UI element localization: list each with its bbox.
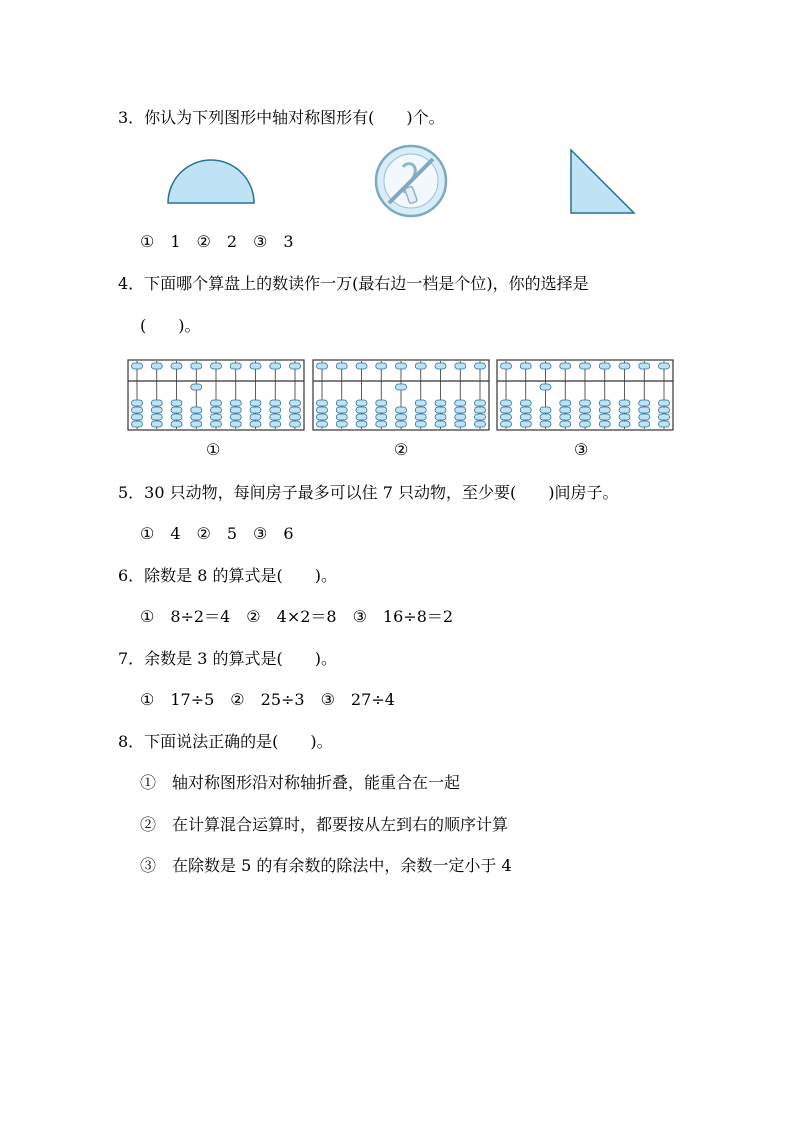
- abacus-bead-upper: [639, 363, 650, 369]
- abacus-bead-lower: [270, 407, 281, 413]
- abacus-bead-lower: [435, 421, 446, 427]
- abacus-bead-lower: [599, 400, 610, 406]
- abacus-bead-lower: [132, 400, 143, 406]
- abacus-bead-lower: [580, 407, 591, 413]
- abacus-bead-upper: [290, 363, 301, 369]
- abacus-bead-lower: [580, 400, 591, 406]
- abacus-bead-lower: [639, 421, 650, 427]
- abacus-bead-lower: [250, 421, 261, 427]
- abacus-bead-upper: [475, 363, 486, 369]
- abacus-bead-lower: [659, 400, 670, 406]
- abacus-bead-lower: [132, 414, 143, 420]
- abacus-bead-lower: [211, 400, 222, 406]
- abacus-bead-upper: [211, 363, 222, 369]
- abacus-bead-lower: [132, 421, 143, 427]
- abacus-bead-lower: [336, 421, 347, 427]
- abacus-bead-lower: [376, 421, 387, 427]
- abacus-bead-upper: [396, 363, 407, 369]
- abacus-bead-lower: [356, 414, 367, 420]
- abacus-bead-lower: [520, 421, 531, 427]
- abacus-bead-upper: [132, 363, 143, 369]
- no-writing-sign-icon: [373, 143, 449, 219]
- abacus-bead-lower: [599, 421, 610, 427]
- abacus-bead-lower: [230, 421, 241, 427]
- abacus-bead-lower: [619, 400, 630, 406]
- abacus-bead-lower: [250, 407, 261, 413]
- q8-stem: 8．下面说法正确的是( )。: [118, 732, 333, 751]
- q6-stem: 6．除数是 8 的算式是( )。: [118, 566, 338, 585]
- abacus-bead-upper: [250, 363, 261, 369]
- abacus-bead-lower: [270, 421, 281, 427]
- abacus-bead-lower: [639, 414, 650, 420]
- abacus-bead-lower: [317, 400, 328, 406]
- abacus-bead-lower: [356, 407, 367, 413]
- abacus-bead-upper: [336, 363, 347, 369]
- abacus-bead-lower: [455, 421, 466, 427]
- abacus-bead-lower: [501, 421, 512, 427]
- abacus-bead-lower: [435, 414, 446, 420]
- abacus-bead-lower: [475, 400, 486, 406]
- semicircle-shape: [165, 158, 257, 206]
- abacus-bead-lower: [560, 407, 571, 413]
- abacus-bead-lower: [376, 414, 387, 420]
- abacus-bead-lower: [455, 407, 466, 413]
- abacus-bead-lower: [560, 414, 571, 420]
- abacus-bead-lower: [171, 407, 182, 413]
- abacus-bead-lower: [619, 421, 630, 427]
- abacus-bead-upper: [619, 363, 630, 369]
- abacus-bead-lower: [659, 414, 670, 420]
- abacus-bead-lower: [520, 414, 531, 420]
- abacus-bead-upper: [501, 363, 512, 369]
- abacus-bead-lower: [435, 407, 446, 413]
- abacus-bead-lower: [415, 407, 426, 413]
- abacus-bead-lower: [396, 414, 407, 420]
- abacus-bead-lower: [560, 400, 571, 406]
- abacus-bead-upper: [171, 363, 182, 369]
- abacus-bead-upper: [560, 363, 571, 369]
- abacus-bead-lower: [501, 407, 512, 413]
- abacus-label-2: ②: [394, 440, 409, 459]
- q8-option-2: ② 在计算混合运算时，都要按从左到右的顺序计算: [140, 815, 509, 834]
- q4-stem: 4．下面哪个算盘上的数读作一万(最右边一档是个位)，你的选择是: [118, 274, 589, 293]
- abacus-bead-upper: [376, 363, 387, 369]
- abacus-bead-lower: [151, 400, 162, 406]
- abacus-bead-lower: [151, 421, 162, 427]
- abacus-bead-lower: [415, 414, 426, 420]
- abacus-bead-lower: [250, 400, 261, 406]
- abacus-bead-lower: [191, 407, 202, 413]
- abacus-bead-lower: [580, 414, 591, 420]
- abacus-bead-lower: [475, 421, 486, 427]
- abacus-bead-lower: [191, 414, 202, 420]
- abacus-bead-upper: [435, 363, 446, 369]
- abacus-bead-lower: [230, 407, 241, 413]
- abacus-bead-lower: [290, 414, 301, 420]
- abacus-bead-lower: [171, 421, 182, 427]
- abacus-bead-lower: [659, 407, 670, 413]
- abacus-bead-lower: [659, 421, 670, 427]
- abacus-bead-lower: [317, 421, 328, 427]
- abacus-bead-lower: [270, 414, 281, 420]
- abacus-bead-upper: [540, 363, 551, 369]
- abacus-bead-lower: [475, 414, 486, 420]
- q8-option-3: ③ 在除数是 5 的有余数的除法中，余数一定小于 4: [140, 856, 512, 875]
- abacus-bead-upper: [520, 363, 531, 369]
- abacus-bead-lower: [171, 414, 182, 420]
- abacus-bead-upper: [270, 363, 281, 369]
- abacus-bead-lower: [171, 400, 182, 406]
- abacus-bead-lower: [356, 400, 367, 406]
- abacus-bead-lower: [211, 407, 222, 413]
- abacus-bead-lower: [396, 421, 407, 427]
- abacus-bead-lower: [336, 407, 347, 413]
- q7-stem: 7．余数是 3 的算式是( )。: [118, 649, 338, 668]
- abacus-bead-upper: [317, 363, 328, 369]
- abacus-bead-lower: [639, 407, 650, 413]
- abacus-label-3: ③: [574, 440, 589, 459]
- abacus-bead-upper: [230, 363, 241, 369]
- abacus-bead-lower: [540, 421, 551, 427]
- abacus-bead-lower: [336, 400, 347, 406]
- abacus-bead-upper: [659, 363, 670, 369]
- abacus-bead-lower: [356, 421, 367, 427]
- q5-stem: 5．30 只动物，每间房子最多可以住 7 只动物，至少要( )间房子。: [118, 483, 619, 502]
- abacus-bead-lower: [540, 414, 551, 420]
- abacus-bead-lower: [639, 400, 650, 406]
- q6-options: ① 8÷2＝4 ② 4×2＝8 ③ 16÷8＝2: [140, 607, 454, 626]
- abacus-bead-lower: [540, 384, 551, 390]
- abacus-bead-lower: [501, 414, 512, 420]
- abacus-bead-lower: [290, 421, 301, 427]
- abacus-bead-lower: [211, 421, 222, 427]
- abacus-bead-upper: [356, 363, 367, 369]
- abacus-bead-upper: [191, 363, 202, 369]
- abacus-bead-lower: [520, 407, 531, 413]
- abacus-bead-lower: [211, 414, 222, 420]
- abacus-bead-lower: [151, 407, 162, 413]
- abacus-bead-lower: [191, 421, 202, 427]
- abacus-bead-lower: [619, 407, 630, 413]
- abacus-bead-lower: [619, 414, 630, 420]
- q3-options: ① 1 ② 2 ③ 3: [140, 232, 294, 251]
- q4-stem-cont: ( )。: [140, 316, 201, 335]
- q5-options: ① 4 ② 5 ③ 6: [140, 524, 294, 543]
- abacus-bead-lower: [396, 384, 407, 390]
- abacus-bead-upper: [455, 363, 466, 369]
- abacus-bead-lower: [376, 400, 387, 406]
- q3-stem: 3．你认为下列图形中轴对称图形有( )个。: [118, 108, 445, 127]
- abacus-bead-lower: [317, 414, 328, 420]
- abacus-bead-lower: [415, 400, 426, 406]
- abacus-bead-lower: [151, 414, 162, 420]
- abacus-bead-lower: [270, 400, 281, 406]
- abacus-bead-lower: [336, 414, 347, 420]
- abacus-bead-lower: [317, 407, 328, 413]
- abacus-bead-lower: [230, 414, 241, 420]
- abacus-bead-upper: [151, 363, 162, 369]
- abacus-bead-lower: [580, 421, 591, 427]
- q8-option-1: ① 轴对称图形沿对称轴折叠，能重合在一起: [140, 773, 461, 792]
- abacus-bead-lower: [520, 400, 531, 406]
- abacus-bead-upper: [599, 363, 610, 369]
- abacus-1: [127, 359, 305, 431]
- abacus-bead-lower: [132, 407, 143, 413]
- abacus-bead-lower: [599, 407, 610, 413]
- abacus-bead-lower: [230, 400, 241, 406]
- abacus-bead-lower: [501, 400, 512, 406]
- abacus-bead-lower: [455, 400, 466, 406]
- abacus-label-1: ①: [206, 440, 221, 459]
- abacus-bead-upper: [415, 363, 426, 369]
- right-triangle-shape: [568, 148, 638, 216]
- abacus-bead-lower: [560, 421, 571, 427]
- abacus-3: [496, 359, 674, 431]
- abacus-bead-lower: [250, 414, 261, 420]
- abacus-bead-lower: [435, 400, 446, 406]
- abacus-bead-lower: [290, 407, 301, 413]
- abacus-bead-lower: [415, 421, 426, 427]
- abacus-2: [312, 359, 490, 431]
- abacus-bead-lower: [475, 407, 486, 413]
- abacus-bead-lower: [376, 407, 387, 413]
- abacus-bead-lower: [191, 384, 202, 390]
- abacus-bead-lower: [455, 414, 466, 420]
- abacus-bead-lower: [540, 407, 551, 413]
- abacus-bead-lower: [396, 407, 407, 413]
- q7-options: ① 17÷5 ② 25÷3 ③ 27÷4: [140, 690, 395, 709]
- abacus-bead-upper: [580, 363, 591, 369]
- abacus-bead-lower: [290, 400, 301, 406]
- abacus-bead-lower: [599, 414, 610, 420]
